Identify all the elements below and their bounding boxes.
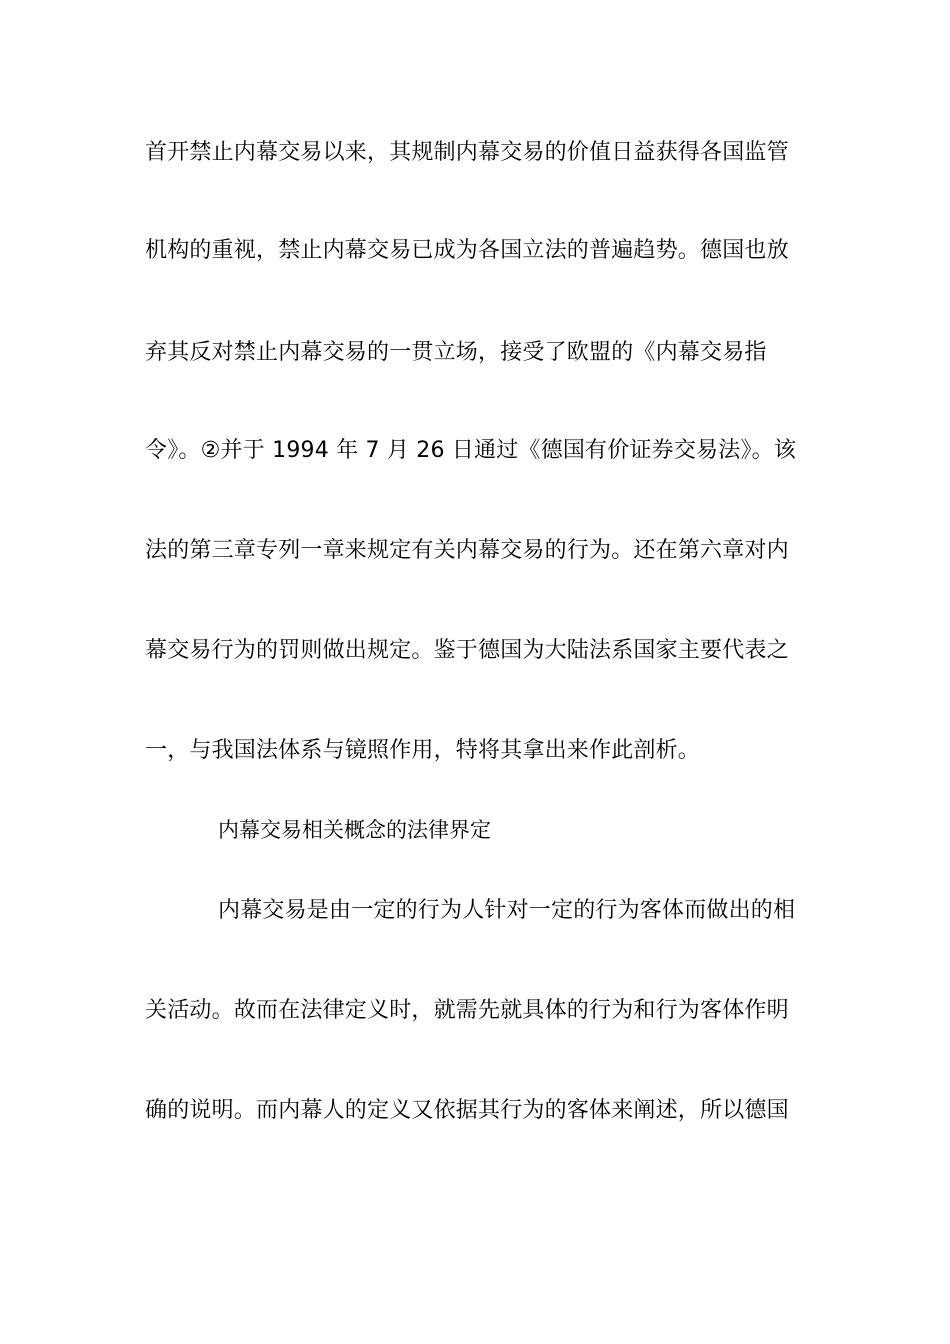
paragraph-1-line-6: 幕交易行为的罚则做出规定。鉴于德国为大陆法系国家主要代表之 (145, 638, 789, 663)
paragraph-1-line-4: 令》。②并于 1994 年 7 月 26 日通过《德国有价证券交易法》。该 (145, 438, 797, 463)
paragraph-1-line-2: 机构的重视，禁止内幕交易已成为各国立法的普遍趋势。德国也放 (145, 238, 789, 263)
paragraph-2-line-3: 确的说明。而内幕人的定义又依据其行为的客体来阐述，所以德国 (145, 1098, 789, 1123)
paragraph-1-line-5: 法的第三章专列一章来规定有关内幕交易的行为。还在第六章对内 (145, 538, 789, 563)
paragraph-1-line-7: 一，与我国法体系与镜照作用，特将其拿出来作此剖析。 (145, 738, 701, 763)
paragraph-1-line-1: 首开禁止内幕交易以来，其规制内幕交易的价值日益获得各国监管 (145, 140, 789, 165)
paragraph-2-line-1: 内幕交易是由一定的行为人针对一定的行为客体而做出的相 (218, 898, 796, 923)
paragraph-1-line-3: 弃其反对禁止内幕交易的一贯立场，接受了欧盟的《内幕交易指 (145, 340, 767, 365)
paragraph-2-line-2: 关活动。故而在法律定义时，就需先就具体的行为和行为客体作明 (145, 998, 789, 1023)
section-heading: 内幕交易相关概念的法律界定 (218, 818, 491, 842)
